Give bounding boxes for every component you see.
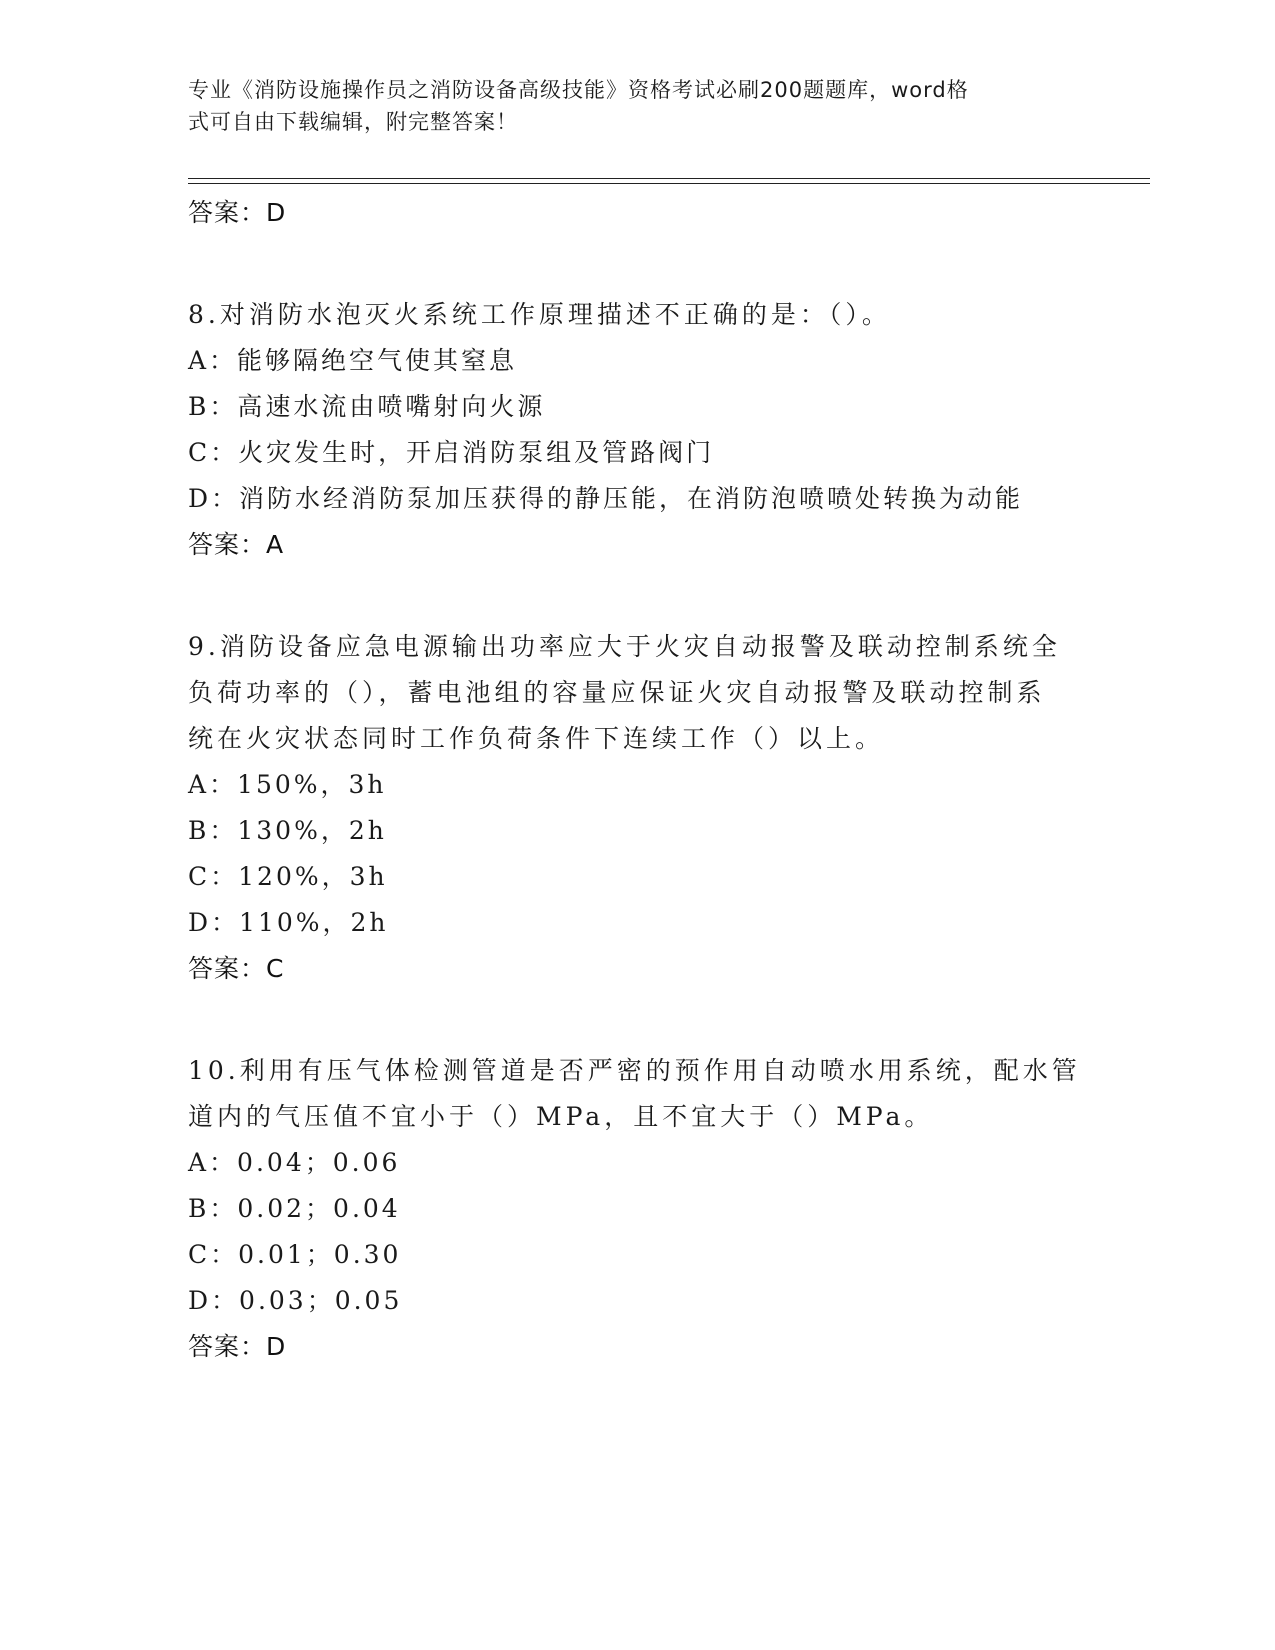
document-header — [188, 74, 1068, 138]
option-d: D：0.03；0.05 — [188, 1286, 403, 1315]
option-b: B：0.02；0.04 — [188, 1194, 401, 1223]
option-c: C：0.01；0.30 — [188, 1240, 402, 1269]
question-10 — [188, 1048, 1088, 1370]
question-stem: 负荷功率的（），蓄电池组的容量应保证火灾自动报警及联动控制系 — [188, 678, 1046, 707]
option-c: C：120%，3h — [188, 862, 388, 891]
question-stem: 9.消防设备应急电源输出功率应大于火灾自动报警及联动控制系统全 — [188, 632, 1061, 661]
question-8 — [188, 292, 1088, 568]
document-body — [188, 190, 1088, 1370]
answer-line: 答案：A — [188, 530, 285, 559]
answer-line: 答案：C — [188, 954, 285, 983]
option-a: A：0.04；0.06 — [188, 1148, 401, 1177]
question-stem: 道内的气压值不宜小于（）MPa，且不宜大于（）MPa。 — [188, 1102, 934, 1131]
question-stem: 8.对消防水泡灭火系统工作原理描述不正确的是：（）。 — [188, 300, 891, 329]
header-divider-bottom — [188, 183, 1150, 184]
option-d: D：110%，2h — [188, 908, 389, 937]
option-d: D：消防水经消防泵加压获得的静压能，在消防泡喷喷处转换为动能 — [188, 484, 1024, 513]
option-b: B：高速水流由喷嘴射向火源 — [188, 392, 546, 421]
answer-line: 答案：D — [188, 198, 287, 227]
option-c: C：火灾发生时，开启消防泵组及管路阀门 — [188, 438, 715, 467]
header-divider-top — [188, 178, 1150, 179]
answer-line: 答案：D — [188, 1332, 287, 1361]
question-stem: 统在火灾状态同时工作负荷条件下连续工作（）以上。 — [188, 724, 885, 753]
header-line-2: 式可自由下载编辑，附完整答案！ — [188, 110, 518, 134]
question-stem: 10.利用有压气体检测管道是否严密的预作用自动喷水用系统，配水管 — [188, 1056, 1081, 1085]
question-9 — [188, 624, 1088, 992]
option-a: A：150%，3h — [188, 770, 387, 799]
option-b: B：130%，2h — [188, 816, 387, 845]
option-a: A：能够隔绝空气使其窒息 — [188, 346, 518, 375]
header-line-1: 专业《消防设施操作员之消防设备高级技能》资格考试必刷200题题库，word格 — [188, 78, 969, 102]
